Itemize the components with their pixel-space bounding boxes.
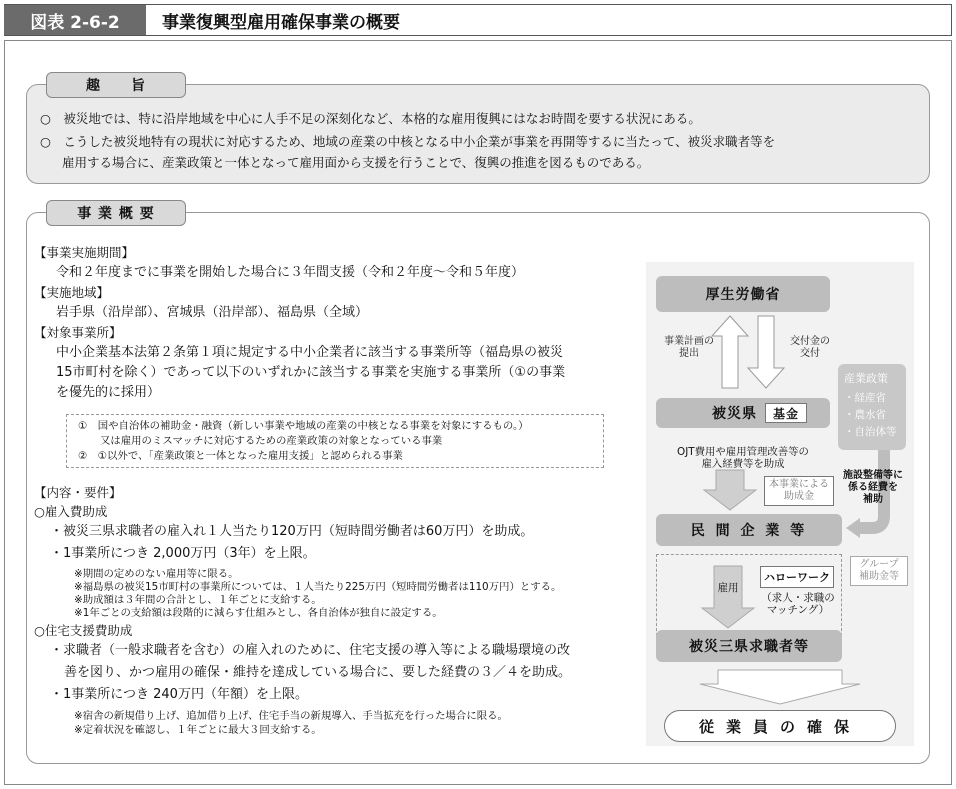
period-text: 令和２年度までに事業を開始した場合に３年間支援（令和２年度〜令和５年度） <box>56 265 525 280</box>
this-subsidy-box <box>764 476 834 506</box>
facility-line-2: 係る経費を <box>848 482 898 493</box>
condition-2: ② ①以外で、「産業政策と一体となった雇用支援」と認められる事業 <box>78 450 403 462</box>
purpose-line-3: 雇用する場合に、産業政策と一体となって雇用面から支援を行うことで、復興の推進を図るものである。 <box>62 155 650 170</box>
industrial-policy-box <box>838 364 906 450</box>
hellowork-box: ハローワーク <box>760 566 834 588</box>
hire-item-1: ・被災三県求職者の雇入れ１人当たり120万円（短時間労働者は60万円）を助成。 <box>50 524 534 539</box>
hire-note-4: ※1年ごとの支給額は段階的に減らす仕組みとし、各自治体が独自に設定する。 <box>74 607 443 619</box>
area-heading: 【実施地域】 <box>34 285 110 300</box>
matching-line-1: （求人・求職の <box>761 592 835 604</box>
hire-note-3: ※助成額は３年間の合計とし、１年ごとに支給する。 <box>74 594 322 606</box>
hire-note-1: ※期間の定めのない雇用等に限る。 <box>74 568 239 580</box>
matching-line-2: マッチング） <box>766 604 830 616</box>
ojt-label-line-2: 雇入経費等を助成 <box>701 458 785 470</box>
target-line-3: を優先的に採用） <box>56 385 161 400</box>
matching-label <box>758 592 838 616</box>
housing-item-2: ・1事業所につき 240万円（年額）を上限。 <box>50 687 308 702</box>
plan-label-line-1: 事業計画の <box>664 336 714 347</box>
condition-1b: 又は雇用のミスマッチに対応するための産業政策の対象となっている事業 <box>100 435 443 447</box>
housing-item-1b: 善を図り、かつ雇用の確保・維持を達成している場合に、要した経費の３／４を助成。 <box>64 665 572 680</box>
hire-note-2: ※福島県の被災15市町村の事業所については、１人当たり225万円（短時間労働者は110万円）とする。 <box>74 581 562 593</box>
mhlw-node: 厚生労働省 <box>656 276 830 312</box>
group-subsidy-box <box>850 556 908 586</box>
group-subsidy-line-1: グループ <box>859 559 899 570</box>
this-subsidy-line-1: 本事業による <box>769 479 829 490</box>
affected-prefecture-label: 被災県 <box>712 406 757 422</box>
facility-line-1: 施設整備等に <box>843 470 903 481</box>
target-line-1: 中小企業基本法第２条第１項に規定する中小企業者に該当する事業所等（福島県の被災 <box>56 345 564 360</box>
housing-note-2: ※定着状況を確認し、１年ごとに最大３回支給する。 <box>74 724 322 736</box>
condition-1: ① 国や自治体の補助金・融資（新しい事業や地域の産業の中核となる事業を対象にするもの。） <box>78 420 529 432</box>
purpose-line-2: ○ こうした被災地特有の現状に対応するため、地域の産業の中核となる中小企業が事業を再開等するに当たって、被災求職者等を <box>40 134 776 149</box>
housing-item-1: ・求職者（一般求職者を含む）の雇入れのために、住宅支援の導入等による職場環境の改 <box>50 643 571 658</box>
purpose-tag: 趣 旨 <box>46 72 186 98</box>
industrial-policy-item-1: ・経産省 <box>844 392 886 404</box>
ojt-label-line-1: OJT費用や雇用管理改善等の <box>677 446 809 458</box>
group-subsidy-line-2: 補助金等 <box>859 571 899 582</box>
hire-heading: ○雇入費助成 <box>34 504 108 519</box>
housing-heading: ○住宅支援費助成 <box>34 623 133 638</box>
affected-job-seekers-node: 被災三県求職者等 <box>656 630 842 662</box>
fund-box: 基金 <box>765 403 807 423</box>
grant-label-line-2: 交付 <box>800 348 820 359</box>
employment-label: 雇用 <box>717 582 739 594</box>
figure-title: 事業復興型雇用確保事業の概要 <box>146 5 951 35</box>
this-subsidy-line-2: 助成金 <box>784 491 814 502</box>
private-company-node: 民 間 企 業 等 <box>656 514 842 546</box>
result-employee-retention: 従業員の確保 <box>664 710 896 742</box>
grant-label <box>782 336 838 360</box>
content-heading: 【内容・要件】 <box>34 485 122 500</box>
affected-prefecture-node <box>656 398 830 428</box>
figure-number: 図表 2-6-2 <box>4 5 146 35</box>
facility-line-3: 補助 <box>863 494 883 505</box>
period-heading: 【事業実施期間】 <box>34 245 135 260</box>
industrial-policy-title: 産業政策 <box>844 372 888 385</box>
area-text: 岩手県（沿岸部）、宮城県（沿岸部）、福島県（全域） <box>56 305 369 320</box>
plan-label-line-2: 提出 <box>679 348 699 359</box>
facility-label <box>838 470 908 506</box>
overview-tag: 事 業 概 要 <box>46 200 186 226</box>
hire-item-2: ・1事業所につき 2,000万円（3年）を上限。 <box>50 546 316 561</box>
target-heading: 【対象事業所】 <box>34 325 122 340</box>
grant-label-line-1: 交付金の <box>790 336 830 347</box>
industrial-policy-item-2: ・農水省 <box>844 409 886 421</box>
purpose-line-1: ○ 被災地では、特に沿岸地域を中心に人手不足の深刻化など、本格的な雇用復興にはなお時間を要する状況にある。 <box>40 111 701 126</box>
housing-note-1: ※宿舎の新規借り上げ、追加借り上げ、住宅手当の新規導入、手当拡充を行った場合に限る。 <box>74 710 508 722</box>
plan-label <box>656 336 722 360</box>
ojt-label <box>650 446 836 470</box>
target-line-2: 15市町村を除く）であって以下のいずれかに該当する事業を実施する事業所（①の事業 <box>56 365 566 380</box>
industrial-policy-item-3: ・自治体等 <box>844 426 897 438</box>
